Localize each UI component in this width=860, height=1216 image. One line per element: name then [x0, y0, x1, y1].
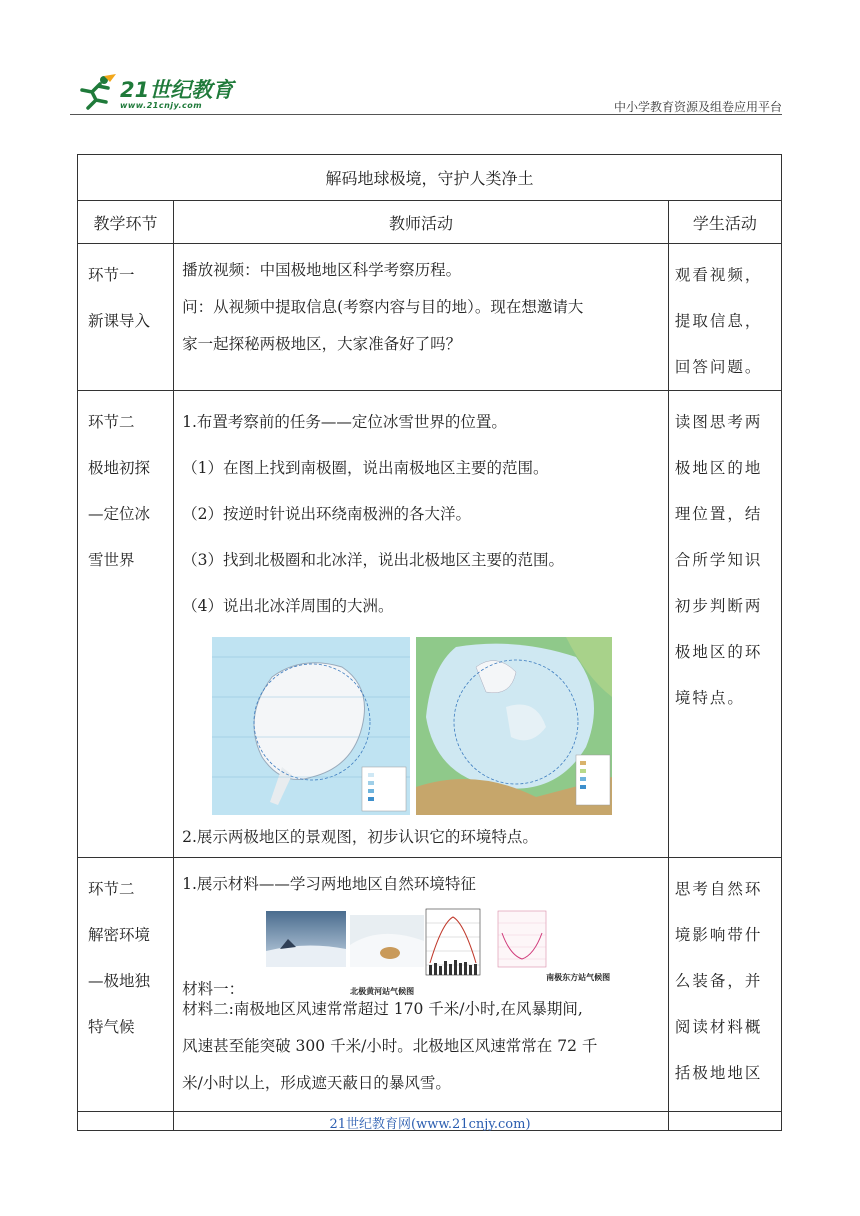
header-teacher: 教师活动	[174, 201, 669, 244]
antarctic-climate-caption: 南极东方站气候图	[546, 973, 611, 982]
student-line: 极地区的环	[674, 643, 763, 661]
student-cell	[668, 391, 781, 858]
stage-line: —极地独	[88, 972, 151, 990]
stage-line: 解密环境	[88, 926, 151, 944]
header-student: 学生活动	[668, 201, 781, 244]
table-title-row	[78, 155, 782, 201]
stage-line: —定位冰	[88, 505, 151, 523]
lesson-plan-table	[77, 154, 782, 1131]
site-logo[interactable]	[70, 70, 240, 114]
teacher-line: （4）说出北冰洋周围的大洲。	[182, 597, 394, 615]
student-line: 境影响带什	[674, 926, 763, 944]
page-header	[70, 68, 782, 116]
student-line: 么装备，并	[674, 972, 763, 990]
stage-cell	[78, 244, 174, 391]
stage-line: 新课导入	[88, 312, 151, 330]
teacher-cell	[174, 244, 669, 391]
material-line: 材料二:南极地区风速常常超过 170 千米/小时,在风暴期间,	[182, 1000, 583, 1018]
arctic-map	[416, 637, 612, 815]
teacher-cell	[174, 391, 669, 858]
antarctica-map	[212, 637, 410, 815]
material-line: 米/小时以上，形成遮天蔽日的暴风雪。	[182, 1074, 451, 1092]
arctic-climate-chart	[420, 903, 486, 983]
antarctic-climate-chart	[494, 903, 550, 983]
blizzard-photo	[350, 915, 424, 967]
stage-line: 环节二	[88, 880, 135, 898]
stage-line: 极地初探	[88, 459, 151, 477]
teacher-line: （2）按逆时针说出环绕南极洲的各大洋。	[182, 505, 471, 523]
stage-cell	[78, 391, 174, 858]
student-line: 思考自然环	[674, 880, 763, 898]
arctic-climate-caption: 北极黄河站气候图	[350, 987, 415, 996]
footer-divider	[77, 1111, 782, 1112]
platform-name: 中小学教育资源及组卷应用平台	[613, 100, 782, 114]
stage-line: 环节二	[88, 413, 135, 431]
teacher-line: 2.展示两极地区的景观图，初步认识它的环境特点。	[182, 828, 538, 846]
student-line: 阅读材料概	[674, 1018, 763, 1036]
student-cell	[668, 244, 781, 391]
teacher-line: 1.布置考察前的任务——定位冰雪世界的位置。	[182, 413, 507, 431]
material-one-label: 材料一：	[182, 980, 245, 998]
student-line: 回答问题。	[674, 358, 763, 376]
teacher-cell	[174, 858, 669, 1131]
polar-maps	[212, 637, 668, 817]
student-line: 提取信息，	[674, 312, 763, 330]
teacher-line: （1）在图上找到南极圈，说出南极地区主要的范围。	[182, 459, 549, 477]
table-row	[78, 244, 782, 391]
table-row	[78, 391, 782, 858]
stage-cell	[78, 858, 174, 1131]
student-line: 境特点。	[674, 689, 745, 707]
stage-line: 环节一	[88, 266, 135, 284]
teacher-line: 家一起探秘两极地区，大家准备好了吗？	[182, 335, 462, 353]
table-title: 解码地球极境，守护人类净土	[78, 155, 782, 201]
footer-link[interactable]: 21世纪教育网(www.21cnjy.com)	[329, 1117, 531, 1132]
student-line: 理位置，结	[674, 505, 763, 523]
teacher-line: 1.展示材料——学习两地地区自然环境特征	[182, 875, 476, 893]
student-line: 初步判断两	[674, 597, 763, 615]
student-line: 极地区的地	[674, 459, 763, 477]
student-line: 括极地地区	[674, 1064, 763, 1082]
teacher-line: 问：从视频中提取信息(考察内容与目的地）。现在想邀请大	[182, 298, 584, 316]
logo-url: www.21cnjy.com	[120, 101, 203, 110]
student-line: 合所学知识	[674, 551, 763, 569]
header-stage: 教学环节	[78, 201, 174, 244]
runner-logo-icon	[74, 74, 118, 110]
teacher-line: （3）找到北极圈和北冰洋，说出北极地区主要的范围。	[182, 551, 564, 569]
student-line: 观看视频，	[674, 266, 763, 284]
polar-landscape-photo	[266, 911, 346, 967]
material-two	[182, 991, 662, 1102]
student-cell	[668, 858, 781, 1131]
table-row	[78, 858, 782, 1131]
stage-line: 特气候	[88, 1018, 135, 1036]
logo-text: 21世纪教育	[120, 78, 234, 102]
student-line: 读图思考两	[674, 413, 763, 431]
stage-line: 雪世界	[88, 551, 135, 569]
table-header-row	[78, 201, 782, 244]
teacher-line: 播放视频：中国极地地区科学考察历程。	[182, 261, 462, 279]
material-line: 风速甚至能突破 300 千米/小时。北极地区风速常常在 72 千	[182, 1037, 598, 1055]
material-one	[182, 903, 662, 998]
header-divider	[70, 114, 782, 115]
